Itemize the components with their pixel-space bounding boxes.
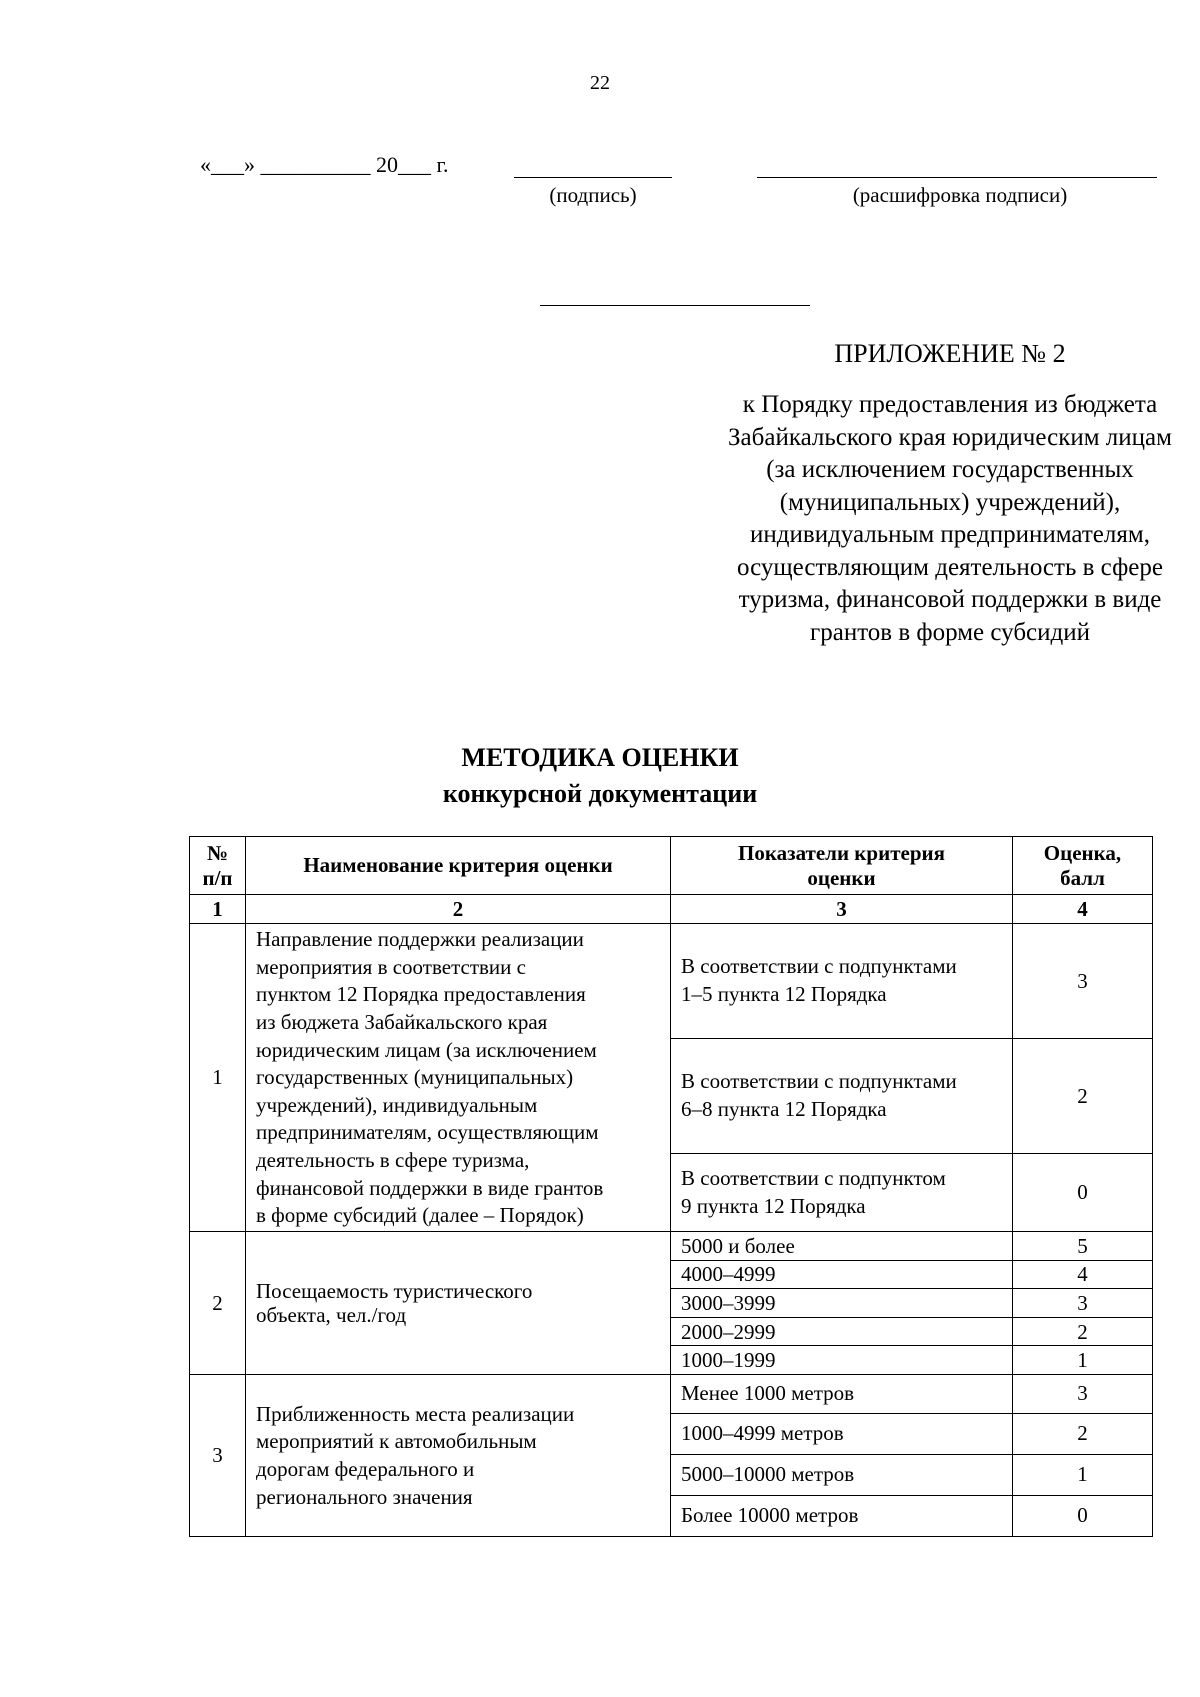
- score: 5: [1013, 1232, 1153, 1261]
- indicator: 4000–4999: [671, 1260, 1013, 1289]
- indicator: Более 10000 метров: [671, 1495, 1013, 1536]
- header-number-line: №: [206, 840, 229, 865]
- decoding-label: (расшифровка подписи): [852, 183, 1068, 207]
- annex-line: Забайкальского края юридическим лицам: [728, 423, 1172, 451]
- indicator-line: В соответствии с подпунктом: [681, 1165, 946, 1190]
- score: 3: [1013, 1289, 1153, 1318]
- criterion-name-line: мероприятий к автомобильным: [256, 1429, 537, 1454]
- criterion-name-line: государственных (муниципальных): [256, 1065, 574, 1090]
- indicator-line: В соответствии с подпунктами: [681, 954, 957, 979]
- criterion-number: 2: [190, 1232, 246, 1375]
- header-indicator-line: оценки: [807, 865, 876, 890]
- indicator: [671, 924, 1013, 1039]
- column-number: 4: [1013, 895, 1153, 924]
- method-heading: МЕТОДИКА ОЦЕНКИ: [461, 743, 739, 772]
- criterion-name-line: предпринимателям, осуществляющим: [256, 1120, 599, 1145]
- column-number-row: [190, 895, 1153, 924]
- header-score-line: балл: [1060, 865, 1105, 890]
- indicator: [671, 1039, 1013, 1154]
- annex-line: грантов в форме субсидий: [809, 618, 1091, 646]
- signature-line: [514, 177, 672, 178]
- criterion-name-line: пунктом 12 Порядка предоставления: [256, 982, 586, 1007]
- table-row: [190, 924, 1153, 1039]
- signature-label: (подпись): [549, 183, 637, 207]
- indicator-line: 6–8 пункта 12 Порядка: [681, 1097, 887, 1121]
- annex-text: [630, 389, 1200, 649]
- table-header-row: [190, 837, 1153, 895]
- criterion-name-line: регионального значения: [256, 1484, 473, 1509]
- annex-line: индивидуальным предпринимателям,: [750, 521, 1150, 548]
- criterion-number: 3: [190, 1374, 246, 1536]
- score: 4: [1013, 1260, 1153, 1289]
- criterion-name-line: дорогам федерального и: [256, 1456, 475, 1481]
- criterion-name-line: мероприятия в соответствии с: [256, 954, 526, 979]
- header-score-line: Оценка,: [1043, 840, 1122, 865]
- column-number: 3: [671, 895, 1013, 924]
- column-number: 2: [246, 895, 671, 924]
- criterion-name-line: Приближенность места реализации: [256, 1401, 575, 1426]
- decoding-line: [757, 177, 1157, 178]
- indicator-line: В соответствии с подпунктами: [681, 1069, 957, 1094]
- header-score: [1013, 837, 1153, 895]
- header-criterion-name: Наименование критерия оценки: [246, 837, 671, 895]
- indicator: 5000–10000 метров: [671, 1454, 1013, 1495]
- criterion-name-line: Направление поддержки реализации: [256, 927, 584, 952]
- score: 0: [1013, 1154, 1153, 1232]
- indicator: 2000–2999: [671, 1317, 1013, 1346]
- annex-line: (муниципальных) учреждений),: [779, 488, 1121, 516]
- score: 2: [1013, 1039, 1153, 1154]
- score: 2: [1013, 1413, 1153, 1454]
- method-title: [0, 740, 1200, 812]
- indicator-line: 1–5 пункта 12 Порядка: [681, 982, 887, 1006]
- criterion-name-line: Посещаемость туристического: [256, 1279, 533, 1304]
- score: 2: [1013, 1317, 1153, 1346]
- indicator: 3000–3999: [671, 1289, 1013, 1318]
- header-number-line: п/п: [202, 865, 233, 890]
- criterion-name-line: учреждений), индивидуальным: [256, 1092, 538, 1117]
- indicator-line: 9 пункта 12 Порядка: [681, 1193, 866, 1218]
- criterion-name-line: юридическим лицам (за исключением: [256, 1037, 597, 1062]
- annex-line: к Порядку предоставления из бюджета: [742, 391, 1158, 418]
- criterion-name: [246, 1374, 671, 1536]
- criteria-table: [189, 836, 1153, 1537]
- criterion-name: [246, 924, 671, 1232]
- annex-line: туризма, финансовой поддержки в виде: [738, 586, 1162, 613]
- table-row: [190, 1232, 1153, 1261]
- indicator: 1000–1999: [671, 1346, 1013, 1375]
- header-indicator-line: Показатели критерия: [738, 840, 945, 865]
- separator-line: [540, 305, 810, 306]
- score: 3: [1013, 1374, 1153, 1413]
- indicator: 5000 и более: [671, 1232, 1013, 1261]
- criterion-number: 1: [190, 924, 246, 1232]
- criterion-name-line: из бюджета Забайкальского края: [256, 1010, 548, 1035]
- annex-title: ПРИЛОЖЕНИЕ № 2: [834, 339, 1066, 368]
- indicator: Менее 1000 метров: [671, 1374, 1013, 1413]
- criterion-name-line: в форме субсидий (далее – Порядок): [256, 1203, 584, 1228]
- score: 1: [1013, 1346, 1153, 1375]
- indicator: [671, 1154, 1013, 1232]
- score: 3: [1013, 924, 1153, 1039]
- header-indicator: [671, 837, 1013, 895]
- criterion-name-line: объекта, чел./год: [256, 1303, 407, 1328]
- method-subheading: конкурсной документации: [442, 779, 758, 808]
- indicator: 1000–4999 метров: [671, 1413, 1013, 1454]
- criterion-name-line: финансовой поддержки в виде грантов: [256, 1175, 604, 1200]
- header-number: [190, 837, 246, 895]
- annex-line: осуществляющим деятельность в сфере: [737, 553, 1163, 581]
- criterion-name: [246, 1232, 671, 1375]
- page-number: 22: [590, 72, 610, 94]
- criterion-name-line: деятельность в сфере туризма,: [256, 1147, 530, 1172]
- table-row: [190, 1374, 1153, 1413]
- column-number: 1: [190, 895, 246, 924]
- score: 1: [1013, 1454, 1153, 1495]
- annex-line: (за исключением государственных: [766, 456, 1134, 483]
- score: 0: [1013, 1495, 1153, 1536]
- date-field: «___» __________ 20___ г.: [200, 152, 449, 177]
